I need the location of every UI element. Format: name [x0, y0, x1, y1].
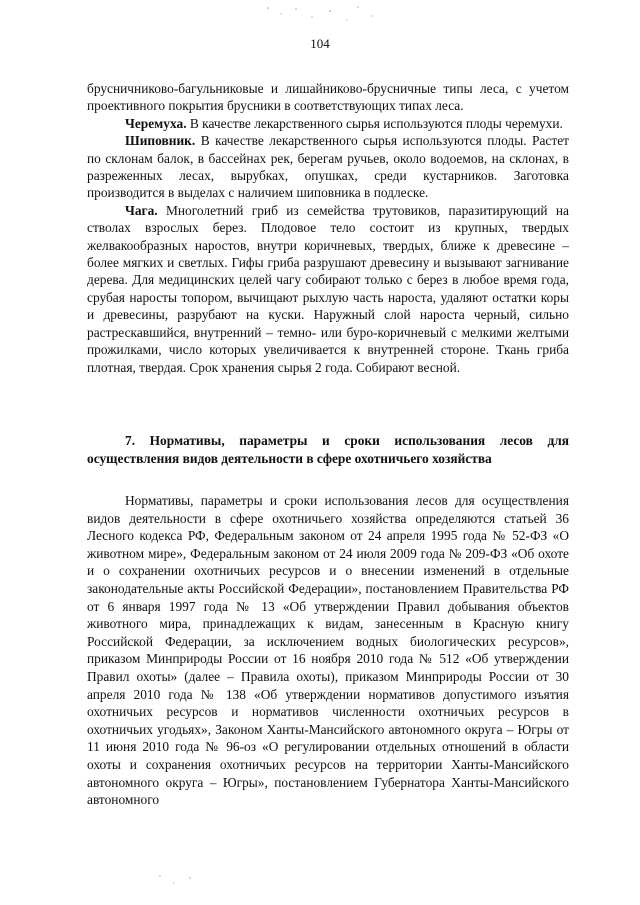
cheremukha-paragraph — [87, 115, 569, 132]
cheremukha-term: Черемуха. — [125, 115, 187, 131]
section-body-paragraph: Нормативы, параметры и сроки использования лесов для осуществления видов деятельности в сфере охотничьего хозяйства определяются статьей 36 Лесного кодекса РФ, Федеральным законом от 24 апреля 1995 года № 52-ФЗ «О животном мире», Федеральным законом от 24 июля 2009 года № 209-ФЗ «Об охоте и о сохранении охотничьих ресурсов и о внесении изменений в отдельные законодательные акты Российской Федерации», постановлением Правительства РФ от 6 января 1997 года № 13 «Об утверждении Правил добывания объектов животного мира, принадлежащих к видам, занесенным в Красную книгу Российской Федерации, за исключением водных биологических ресурсов», приказом Минприроды России от 16 ноября 2010 года № 512 «Об утверждении Правил охоты» (далее – Правила охоты), приказом Минприроды России от 30 апреля 2010 года № 138 «Об утверждении нормативов допустимого изъятия охотничьих ресурсов и нормативов численности охотничьих ресурсов в охотничьих угодьях», Законом Ханты-Мансийского автономного округа – Югры от 11 июня 2010 года № 96-оз «О регулировании отдельных отношений в области охоты и сохранения охотничьих ресурсов на территории Ханты-Мансийского автономного округа – Югры», постановлением Губернатора Ханты-Мансийского автономного — [87, 493, 569, 808]
cheremukha-text: В качестве лекарственного сырья используются плоды черемухи. — [186, 115, 563, 131]
section-heading-line1: 7. Нормативы, параметры и сроки использования лесов для — [125, 433, 569, 448]
chaga-paragraph — [87, 202, 569, 376]
shipovnik-paragraph — [87, 132, 569, 202]
shipovnik-text: В качестве лекарственного сырья используются плоды. Растет по склонам балок, в бассейнах рек, берегам ручьев, около водоемов, на склонах, в разреженных лесах, вырубках, опушках, среди кустарников. Заготовка производится в выделах с наличием шиповника в подлеске. — [87, 133, 569, 201]
page-number: 104 — [310, 36, 330, 51]
shipovnik-term: Шиповник. — [125, 133, 196, 149]
intro-paragraph: брусничниково-багульниковые и лишайниково-брусничные типы леса, с учетом проективного покрытия брусники в соответствующих типах леса. — [87, 81, 569, 114]
section-heading-line2: осуществления видов деятельности в сфере охотничьего хозяйства — [87, 451, 492, 466]
chaga-text: Многолетний гриб из семейства трутовиков, паразитирующий на стволах взрослых берез. Плодовое тело состоит из крупных, твердых желвакообразных наростов, внутри коричневых, твердых, ближе к древесине – более мягких и светлых. Гифы гриба разрушают древесину и вызывают загнивание дерева. Для медицинских целей чагу собирают только с берез в любое время года, срубая наросты топором, вычищают рыхлую часть нароста, удаляют остатки коры и древесины, разрубают на куски. Наружный слой нароста черный, сильно растрескавшийся, внутренний – темно- или буро-коричневый с мелкими желтыми прожилками, число которых увеличивается к внутренней стороне. Ткань гриба плотная, твердая. Срок хранения сырья 2 года. Собирают весной. — [87, 202, 569, 375]
section-body — [87, 492, 569, 809]
section-heading — [87, 432, 569, 468]
plants-text — [87, 80, 569, 376]
chaga-term: Чага. — [125, 202, 158, 218]
